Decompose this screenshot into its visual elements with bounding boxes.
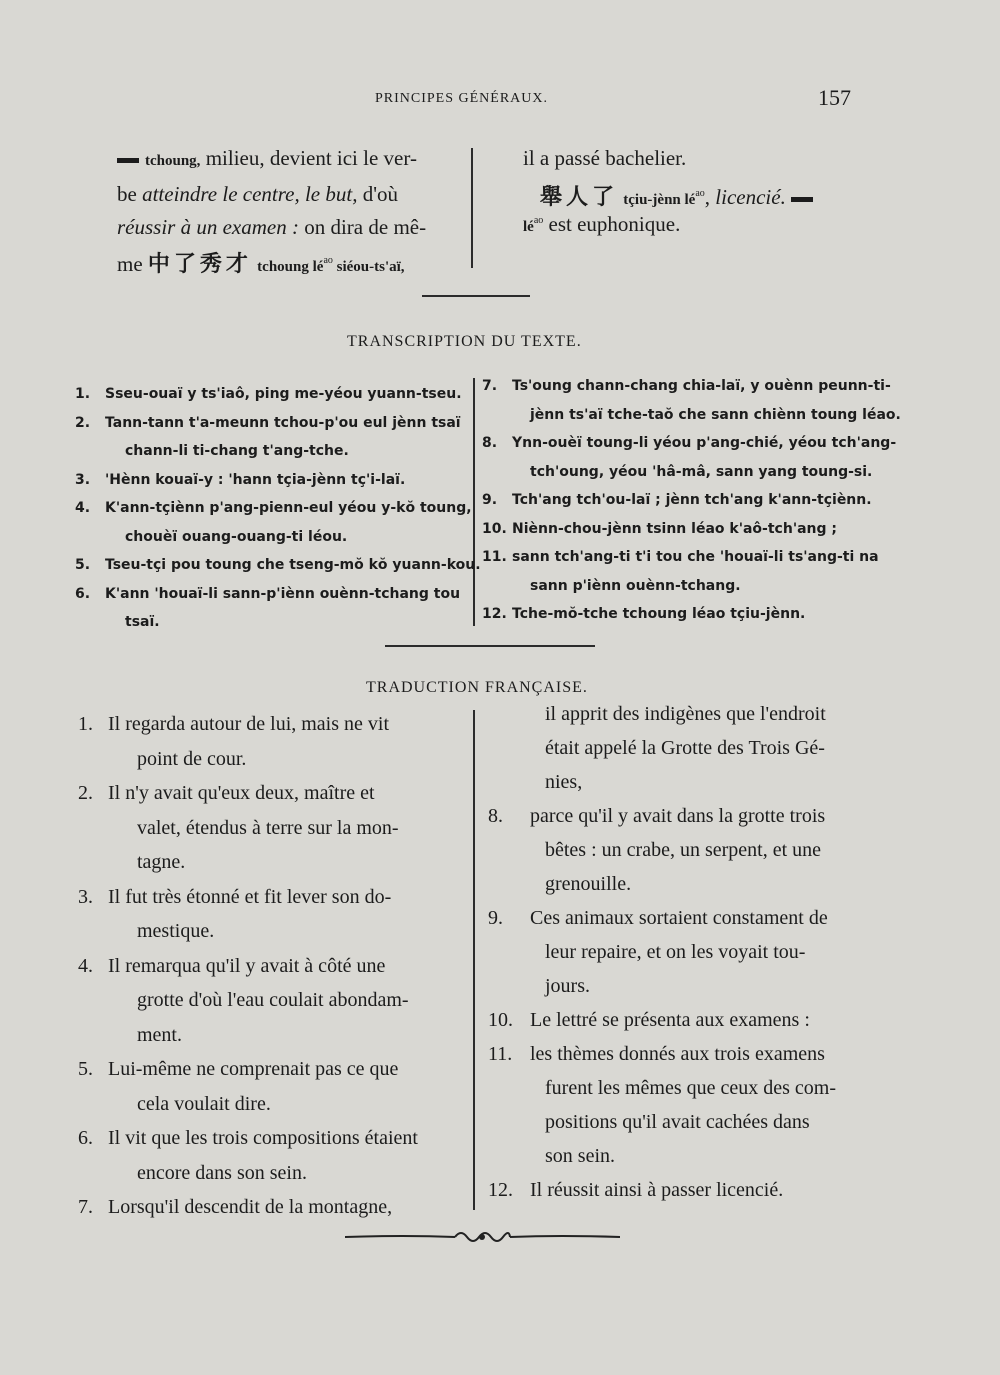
section-divider — [422, 295, 530, 297]
item-number: 2. — [78, 782, 93, 804]
line-text: son sein. — [545, 1145, 615, 1167]
item-number: 12. — [482, 606, 507, 622]
line-text: point de cour. — [137, 747, 247, 770]
line-text: 'Hènn kouaï-y : 'hann tçia-jènn tç'i-laï. — [105, 471, 406, 488]
translation-line — [545, 941, 805, 964]
note-right-line: 舉人了 tçiu-jènn $lé^{ao}$, licencié. — [540, 180, 819, 211]
line-text: grenouille. — [545, 873, 632, 895]
line-text: Lui-même ne comprenait pas ce que — [108, 1058, 399, 1080]
transcription-column-rule — [473, 378, 475, 626]
transcription-line — [482, 521, 837, 537]
translation-line — [137, 920, 214, 943]
line-text: Tseu-tçi pou toung che tseng-mŏ kŏ yuann-kou. — [105, 557, 481, 573]
item-number: 10. — [482, 520, 507, 537]
line-text: Il fut très étonné et fit lever son do- — [108, 885, 392, 908]
line-text: furent les mêmes que ceux des com- — [545, 1077, 837, 1099]
line-text: mestique. — [137, 920, 215, 942]
translation-line — [488, 1043, 825, 1066]
item-number: 8. — [482, 435, 498, 451]
transcription-title: TRANSCRIPTION DU TEXTE. — [347, 333, 582, 350]
translation-line — [78, 1058, 398, 1081]
line-text: tsaï. — [125, 614, 160, 630]
translation-line — [545, 839, 821, 862]
line-text: jours. — [545, 975, 590, 997]
item-number: 4. — [78, 954, 93, 977]
transcription-line — [125, 529, 347, 545]
transcription-line — [530, 407, 901, 423]
line-text: Sseu-ouaï y ts'iaô, ping me-yéou yuann-tseu. — [105, 386, 462, 402]
line-text: bêtes : un crabe, un serpent, et une — [545, 839, 822, 861]
transcription-line — [75, 586, 460, 602]
item-number: 5. — [75, 557, 91, 573]
translation-line — [78, 1127, 418, 1150]
translation-line — [488, 805, 825, 828]
item-number: 6. — [75, 585, 91, 602]
translation-line — [137, 748, 246, 771]
line-text: Il vit que les trois compositions étaient — [108, 1127, 418, 1149]
line-text: Tche-mŏ-tche tchoung léao tçiu-jènn. — [512, 606, 806, 622]
note-left-line: tchoung, milieu, devient ici le ver- — [117, 146, 417, 171]
line-text: Lorsqu'il descendit de la montagne, — [108, 1196, 393, 1218]
line-text: leur repaire, et on les voyait tou- — [545, 941, 806, 963]
transcription-line — [482, 549, 879, 565]
item-number: 5. — [78, 1058, 93, 1080]
line-text: il apprit des indigènes que l'endroit — [545, 703, 826, 725]
line-text: encore dans son sein. — [137, 1161, 307, 1184]
page-number: 157 — [818, 85, 851, 110]
translation-line — [137, 1093, 271, 1116]
line-text: sann p'iènn ouènn-tchang. — [530, 577, 741, 594]
line-text: Ts'oung chann-chang chia-laï, y ouènn peunn-ti- — [512, 378, 891, 394]
item-number: 4. — [75, 500, 91, 516]
ornament-tailpiece — [345, 1225, 620, 1247]
transcription-line — [125, 614, 160, 630]
item-number: 2. — [75, 414, 91, 431]
translation-line — [488, 907, 828, 930]
transcription-line — [530, 464, 872, 480]
line-text: sann tch'ang-ti t'i tou che 'houaï-li ts'ang-ti na — [512, 549, 879, 565]
chinese-characters: 中了秀才 — [147, 252, 252, 277]
chinese-characters: 舉人了 — [540, 185, 619, 210]
running-head: PRINCIPES GÉNÉRAUX. — [375, 91, 549, 106]
line-text: Niènn-chou-jènn tsinn léao k'aô-tch'ang ; — [512, 520, 838, 537]
item-number: 11. — [488, 1043, 513, 1065]
line-text: Tann-tann t'a-meunn tchou-p'ou eul jènn tsaï — [105, 414, 461, 431]
transcription-line — [75, 557, 481, 573]
translation-line — [137, 817, 399, 840]
transcription-line — [482, 378, 891, 394]
transcription-line — [75, 472, 405, 488]
item-number: 11. — [482, 549, 507, 565]
translation-line — [545, 975, 590, 998]
line-text: jènn ts'aï tche-taŏ che sann chiènn toung léao. — [530, 406, 901, 423]
line-text: Il regarda autour de lui, mais ne vit — [108, 713, 390, 735]
note-column-rule — [471, 148, 473, 268]
transcription-line — [75, 500, 472, 516]
item-number: 6. — [78, 1127, 93, 1149]
line-text: Il remarqua qu'il y avait à côté une — [108, 954, 386, 977]
line-text: K'ann 'houaï-li sann-p'iènn ouènn-tchang tou — [105, 585, 461, 602]
transcription-line — [482, 492, 872, 508]
translation-line — [137, 851, 185, 874]
item-number: 9. — [488, 907, 503, 929]
line-text: Ynn-ouèï toung-li yéou p'ang-chié, yéou tch'ang- — [512, 435, 897, 451]
transcription-line — [125, 443, 349, 459]
translation-line — [488, 1009, 810, 1032]
line-text: Tch'ang tch'ou-laï ; jènn tch'ang k'ann-tçiènn. — [512, 492, 872, 508]
dash-mark — [791, 197, 813, 202]
line-text: ment. — [137, 1023, 182, 1046]
translation-line — [545, 1145, 615, 1168]
item-number: 1. — [78, 713, 93, 735]
note-left-line: be atteindre le centre, le but, d'où — [117, 182, 398, 206]
dash-mark — [117, 158, 139, 163]
translation-line — [488, 1179, 783, 1202]
line-text: tagne. — [137, 851, 186, 873]
line-text: chouèï ouang-ouang-ti léou. — [125, 528, 348, 545]
translation-line — [545, 873, 631, 896]
translation-line — [78, 782, 375, 805]
translation-line — [137, 989, 409, 1012]
item-number: 3. — [75, 471, 91, 488]
translation-line — [545, 703, 826, 726]
line-text: chann-li ti-chang t'ang-tche. — [125, 443, 349, 459]
line-text: nies, — [545, 771, 583, 793]
line-text: Il réussit ainsi à passer licencié. — [530, 1179, 784, 1201]
translation-line — [545, 1077, 836, 1100]
transcription-line — [75, 386, 462, 402]
transcription-line — [530, 578, 741, 594]
note-left-line: me 中了秀才 tchoung $lé^{ao}$ siéou-ts'aï, — [117, 252, 405, 277]
transcription-line — [482, 606, 805, 622]
line-text: Le lettré se présenta aux examens : — [530, 1009, 810, 1031]
line-text: cela voulait dire. — [137, 1092, 271, 1115]
line-text: les thèmes donnés aux trois examens — [530, 1043, 825, 1065]
translation-line — [545, 1111, 810, 1134]
transcription-line — [482, 435, 896, 451]
translation-line — [545, 771, 582, 794]
line-text: tch'oung, yéou 'hâ-mâ, sann yang toung-si. — [530, 463, 873, 480]
item-number: 12. — [488, 1179, 513, 1201]
section-divider — [385, 645, 595, 647]
line-text: parce qu'il y avait dans la grotte trois — [530, 805, 826, 827]
line-text: grotte d'où l'eau coulait abondam- — [137, 989, 409, 1011]
translation-line — [545, 737, 825, 760]
translation-line — [78, 886, 391, 909]
item-number: 9. — [482, 492, 498, 508]
translation-line — [137, 1024, 182, 1047]
translation-line — [78, 1196, 392, 1219]
note-right-line: $lé^{ao}$ est euphonique. — [523, 212, 681, 236]
item-number: 1. — [75, 386, 91, 402]
transcription-line — [75, 415, 461, 431]
item-number: 10. — [488, 1009, 513, 1031]
line-text: valet, étendus à terre sur la mon- — [137, 816, 399, 839]
translation-line — [78, 955, 385, 978]
note-left-line: réussir à un examen : on dira de mê- — [117, 215, 427, 239]
translation-title: TRADUCTION FRANÇAISE. — [366, 679, 588, 696]
translation-line — [78, 713, 389, 736]
item-number: 8. — [488, 805, 503, 827]
item-number: 7. — [482, 378, 498, 394]
line-text: Il n'y avait qu'eux deux, maître et — [108, 782, 375, 804]
translation-line — [137, 1162, 307, 1185]
item-number: 7. — [78, 1196, 93, 1218]
line-text: Ces animaux sortaient constament de — [530, 907, 828, 929]
translation-column-rule — [473, 710, 475, 1210]
item-number: 3. — [78, 885, 93, 908]
line-text: positions qu'il avait cachées dans — [545, 1111, 810, 1133]
line-text: K'ann-tçiènn p'ang-pienn-eul yéou y-kŏ toung, — [105, 500, 472, 516]
line-text: était appelé la Grotte des Trois Gé- — [545, 737, 825, 759]
note-right-line: il a passé bachelier. — [523, 146, 687, 170]
